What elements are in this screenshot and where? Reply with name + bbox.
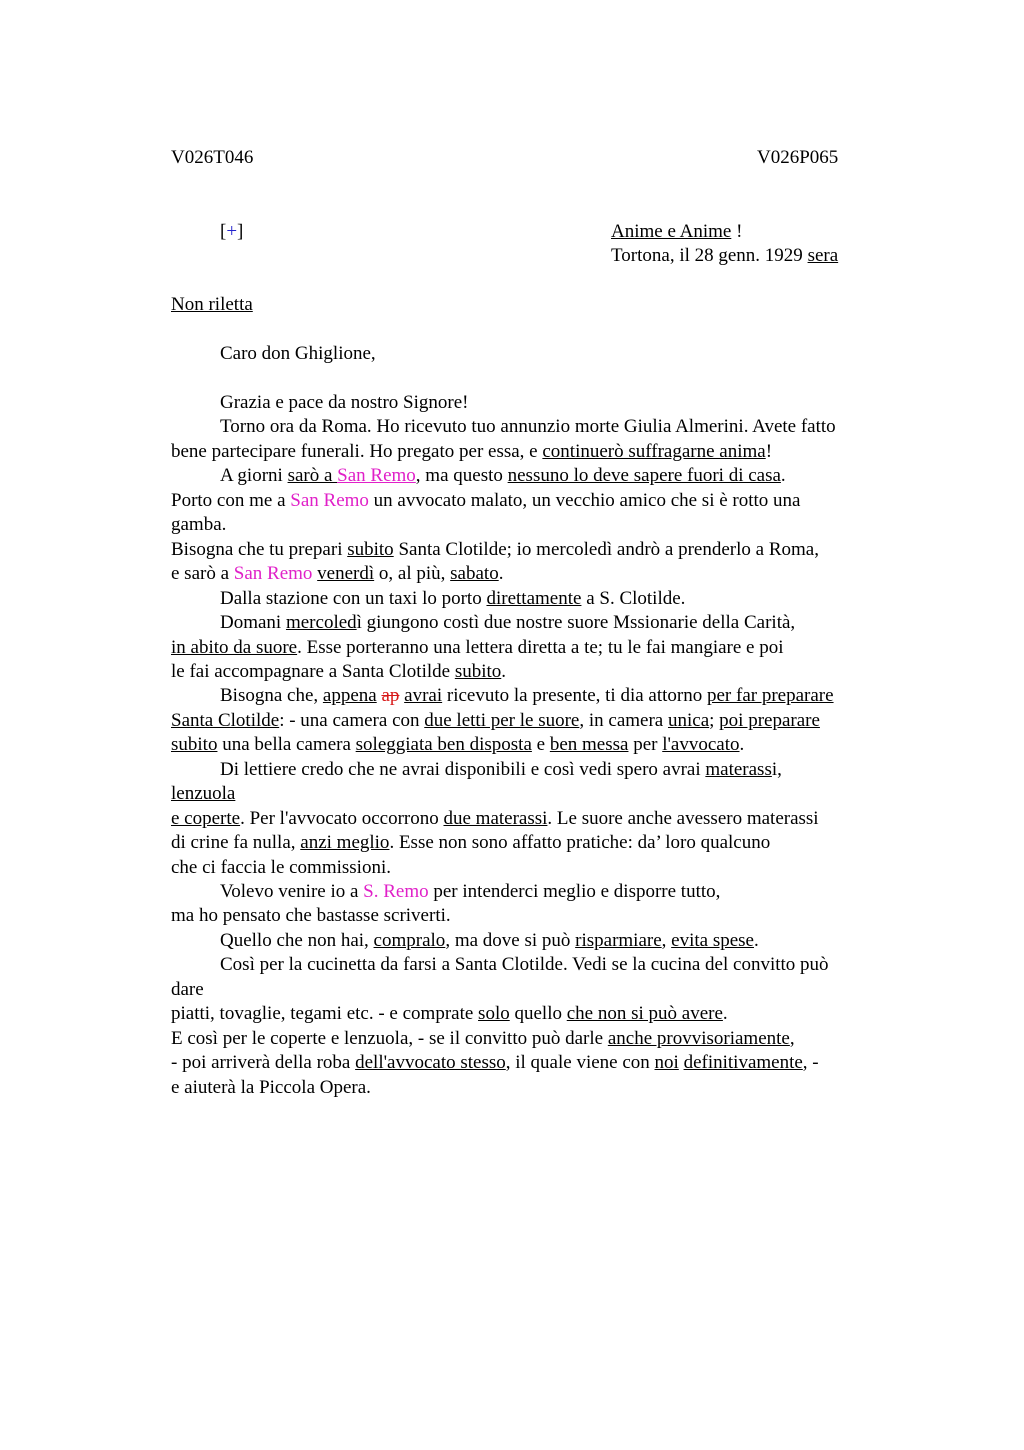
body-text: Porto con me a [171, 489, 291, 511]
body-line [171, 807, 819, 831]
review-note: Non riletta [171, 294, 253, 315]
underlined-text: subito [171, 734, 218, 756]
body-line [220, 611, 795, 635]
underlined-text: per far preparare [707, 685, 834, 707]
body-text: ì giungono costì due nostre suore Mssionarie della Carità, [356, 612, 796, 634]
body-line [171, 1051, 819, 1075]
underlined-text: sabato [450, 563, 499, 585]
date-sera: sera [807, 245, 839, 266]
body-text: per [628, 734, 663, 756]
document-code-left: V026T046 [171, 147, 254, 168]
body-text: , [661, 929, 672, 951]
body-text: piatti, tovaglie, tegami etc. - e comprate [171, 1003, 479, 1025]
body-line [220, 587, 685, 611]
body-text: di crine fa nulla, [171, 832, 301, 854]
body-line [171, 978, 204, 1002]
body-text: per intenderci meglio e disporre tutto, [428, 881, 721, 902]
underlined-text: solo [478, 1003, 510, 1025]
struck-text: ap [381, 685, 400, 707]
body-text: dare [171, 978, 204, 1000]
underlined-text: lenzuola [171, 783, 236, 805]
body-line [171, 856, 391, 880]
body-line [171, 1002, 728, 1026]
body-line [171, 904, 451, 928]
body-text: . Esse non sono affatto pratiche: da’ loro qualcuno [389, 832, 771, 854]
body-line [220, 464, 786, 488]
letter-date [611, 244, 838, 268]
letter-title [611, 220, 742, 244]
body-text: Santa Clotilde; io mercoledì andrò a prenderlo a Roma, [393, 538, 819, 560]
body-line [220, 929, 759, 953]
underlined-text: venerdì [317, 563, 375, 585]
underlined-text: appena [322, 685, 377, 707]
body-text: , ma dove si può [445, 929, 576, 951]
body-text: . [722, 1003, 728, 1025]
underlined-text: definitivamente [683, 1052, 803, 1074]
body-text: , ma questo [415, 465, 508, 487]
underlined-text: nessuno lo deve sapere fuori di casa [507, 465, 781, 487]
body-line [171, 831, 770, 855]
body-text: e aiuterà la Piccola Opera. [171, 1076, 371, 1098]
body-line [171, 440, 772, 464]
underlined-text: l'avvocato [662, 734, 740, 756]
underlined-text: subito [454, 660, 502, 682]
body-text: , [789, 1027, 795, 1049]
underlined-text: materass [705, 758, 772, 780]
body-text: . Esse porteranno una lettera diretta a te; tu le fai mangiare e poi [297, 636, 784, 658]
underlined-text: ben messa [549, 734, 629, 756]
body-text: ! [765, 440, 773, 462]
salutation: Caro don Ghiglione, [220, 343, 376, 364]
underlined-text: subito [347, 538, 394, 560]
body-text: che ci faccia le commissioni. [171, 856, 391, 878]
body-text: Bisogna che, [220, 685, 323, 707]
underlined-text: che non si può avere [566, 1003, 723, 1025]
body-line [171, 782, 235, 806]
body-text: una bella camera [217, 734, 356, 756]
underlined-text: continuerò suffragarne anima [542, 440, 766, 462]
underlined-text: anzi meglio [300, 832, 390, 854]
body-text: Quello che non hai, [220, 929, 374, 951]
body-text: o, al più, [374, 563, 451, 585]
document-code-right: V026P065 [757, 147, 839, 168]
underlined-text: anche provvisoriamente [607, 1027, 790, 1049]
body-line [171, 709, 820, 733]
body-line [220, 953, 829, 977]
body-text: . [753, 929, 759, 951]
body-line [171, 562, 503, 586]
body-text: , - [802, 1052, 819, 1074]
body-text: Così per la cucinetta da farsi a Santa Clotilde. Vedi se la cucina del convitto può [220, 954, 829, 976]
body-text: - poi arriverà della roba [171, 1052, 356, 1074]
body-line [171, 660, 506, 684]
body-line [171, 733, 744, 757]
body-line [171, 538, 819, 562]
underlined-text: e coperte [171, 807, 241, 829]
body-text: un avvocato malato, un vecchio amico che si è rotto una [368, 489, 801, 511]
body-line [220, 415, 836, 439]
body-text: ricevuto la presente, ti dia attorno [442, 685, 707, 707]
body-text: bene partecipare funerali. Ho pregato per essa, e [171, 440, 543, 462]
body-text: A giorni [220, 465, 288, 487]
underlined-text: mercoled [285, 612, 357, 634]
title-exclamation: ! [731, 221, 743, 242]
marker-close-bracket: ] [237, 221, 244, 242]
underlined-text: sarò a [287, 465, 338, 487]
body-line [171, 513, 226, 537]
underlined-text: direttamente [486, 587, 582, 609]
marker-open-bracket: [ [220, 221, 227, 242]
body-text: ma ho pensato che bastasse scriverti. [171, 905, 451, 927]
body-line [220, 684, 834, 708]
underlined-text: compralo [373, 929, 446, 951]
body-text: . [739, 734, 745, 756]
body-line [171, 1027, 795, 1051]
underlined-text: poi preparare [719, 709, 820, 731]
body-line [220, 880, 720, 904]
place-name-highlight: San Remo [290, 489, 369, 511]
body-line [171, 636, 784, 660]
body-line [220, 391, 468, 415]
underlined-text: dell'avvocato stesso [355, 1052, 506, 1074]
underlined-text: soleggiata ben disposta [355, 734, 532, 756]
date-text: Tortona, il 28 genn. 1929 [611, 245, 808, 266]
body-text: e [531, 734, 550, 756]
body-text: Grazia e pace da nostro Signore! [220, 392, 469, 413]
body-text: , in camera [579, 709, 668, 731]
body-line [220, 758, 782, 782]
body-text: , il quale viene con [505, 1052, 655, 1074]
body-text: : - una camera con [279, 709, 425, 731]
body-text: a S. Clotilde. [581, 587, 686, 609]
body-text: . Per l'avvocato occorrono [240, 807, 444, 829]
footnote-marker [220, 220, 243, 244]
body-text: Volevo venire io a [220, 881, 364, 902]
body-text: Di lettiere credo che ne avrai disponibili e così vedi spero avrai [220, 758, 706, 780]
body-text: Dalla stazione con un taxi lo porto [220, 587, 487, 609]
body-text: Domani [220, 612, 286, 634]
body-text: . [780, 465, 786, 487]
underlined-text: Santa Clotilde [171, 709, 280, 731]
underlined-text: risparmiare [575, 929, 662, 951]
place-name-highlight: San Remo [233, 563, 313, 585]
title-text: Anime e Anime [611, 221, 732, 242]
body-text: . [498, 563, 504, 585]
body-text: ; [709, 709, 720, 731]
underlined-text: avrai [404, 685, 443, 707]
place-name-highlight: S. Remo [363, 881, 429, 902]
body-text: Torno ora da Roma. Ho ricevuto tuo annunzio morte Giulia Almerini. Avete fatto [220, 416, 836, 438]
underlined-text: due materassi [443, 807, 548, 829]
body-text: i, [771, 758, 782, 780]
body-text: E così per le coperte e lenzuola, - se il convitto può darle [171, 1027, 608, 1049]
underlined-text: in abito da suore [171, 636, 298, 658]
place-name-highlight: San Remo [337, 465, 416, 487]
body-line [171, 1076, 371, 1100]
body-text: le fai accompagnare a Santa Clotilde [171, 660, 455, 682]
body-text: . [501, 660, 507, 682]
underlined-text: evita spese [671, 929, 754, 951]
underlined-text: due letti per le suore [424, 709, 580, 731]
body-text: gamba. [171, 514, 227, 536]
body-text: e sarò a [171, 563, 234, 585]
body-text: quello [509, 1003, 567, 1025]
body-line [171, 489, 800, 513]
underlined-text: noi [654, 1052, 679, 1074]
body-text: Bisogna che tu prepari [171, 538, 348, 560]
plus-link[interactable]: + [226, 221, 238, 242]
underlined-text: unica [667, 709, 710, 731]
body-text: . Le suore anche avessero materassi [547, 807, 819, 829]
